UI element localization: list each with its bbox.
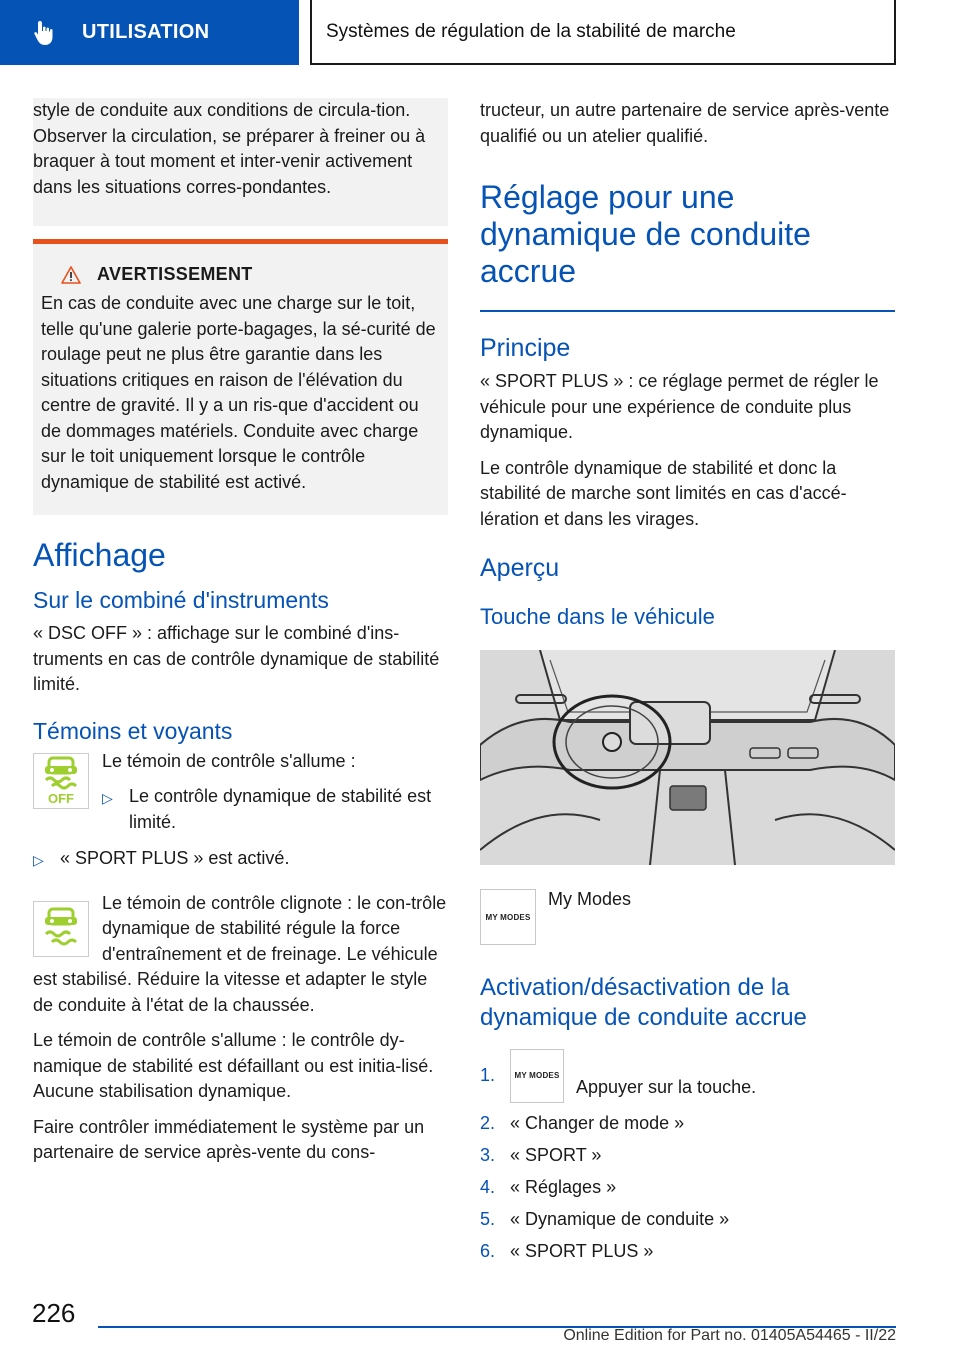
left-column	[33, 98, 448, 1166]
hand-icon	[30, 18, 60, 48]
off-label: OFF	[48, 790, 74, 806]
step-text: « Réglages »	[510, 1177, 617, 1197]
heading-rule	[480, 310, 895, 312]
step-num: 2.	[480, 1113, 496, 1133]
header-section-tab	[0, 0, 299, 65]
principe-text-1: « SPORT PLUS » : ce réglage permet de régler le véhicule pour une expérience de conduite plus dynamique.	[480, 371, 879, 442]
indicator-1-text: Le témoin de contrôle s'allume :	[102, 750, 356, 771]
step-text: « Changer de mode »	[510, 1113, 685, 1133]
footer-edition: Online Edition for Part no. 01405A54465 - II/22	[563, 1327, 896, 1344]
heading-combine: Sur le combiné d'instruments	[33, 587, 329, 613]
heading-temoins: Témoins et voyants	[33, 717, 233, 744]
step-text: Appuyer sur la touche.	[576, 1077, 757, 1098]
warning-title: AVERTISSEMENT	[97, 264, 253, 284]
continued-text: style de conduite aux conditions de circula-tion. Observer la circulation, se préparer à freiner ou à braquer à tout moment et inter-venir activement dans les situations corres-pondantes.	[33, 100, 426, 197]
bullet-1-text: Le contrôle dynamique de stabilité est limité.	[129, 786, 432, 832]
bullet-triangle-icon: ▷	[102, 790, 113, 806]
chapter-title: Systèmes de régulation de la stabilité de marche	[326, 20, 736, 42]
section-label: UTILISATION	[82, 21, 210, 43]
page-number: 226	[32, 1298, 76, 1328]
continued-text-right: tructeur, un autre partenaire de service après-vente qualifié ou un atelier qualifié.	[480, 100, 890, 146]
mymodes-text: My Modes	[548, 889, 632, 909]
heading-principe: Principe	[480, 334, 571, 362]
fault-text: Le témoin de contrôle s'allume : le contrôle dy-namique de stabilité est défaillant ou est initia-lisé. Aucune stabilisation dynamique.	[33, 1030, 434, 1101]
my-modes-button-icon: MY MODES	[510, 1049, 564, 1103]
continued-note-box	[33, 98, 448, 226]
heading-activation: Activation/désactivation de la dynamique de conduite accrue	[480, 974, 807, 1031]
warning-triangle-icon	[61, 266, 81, 284]
steps-list	[480, 1049, 895, 1265]
bullet-2-text: « SPORT PLUS » est activé.	[60, 848, 290, 868]
indicator-row-2	[33, 891, 448, 1019]
bullet-triangle-icon: ▷	[33, 852, 44, 868]
step-num: 3.	[480, 1145, 496, 1165]
car-interior-illustration	[480, 650, 895, 865]
step-num: 5.	[480, 1209, 496, 1229]
right-column	[480, 98, 895, 1265]
principe-text-2: Le contrôle dynamique de stabilité et donc la stabilité de marche sont limités en cas d'accé-lération et dans les virages.	[480, 457, 847, 529]
header-title-box	[310, 0, 896, 65]
my-modes-button-icon: MY MODES	[480, 889, 536, 945]
warning-box	[33, 239, 448, 515]
heading-touche: Touche dans le véhicule	[480, 604, 715, 629]
step-num: 1.	[480, 1065, 496, 1086]
indicator-2-text: Le témoin de contrôle clignote : le con-trôle dynamique de stabilité régule la force d'entraînement et de freinage. Le véhicule est stabilisé. Réduire la vitesse et adapter le style de conduite à l'état de la chaussée.	[33, 892, 447, 1015]
dsc-off-indicator-icon	[33, 753, 89, 809]
dsc-flashing-indicator-icon	[33, 901, 89, 957]
step-text: « SPORT PLUS »	[510, 1241, 654, 1261]
bullet-item	[102, 784, 448, 835]
warning-text: En cas de conduite avec une charge sur le toit, telle qu'une galerie porte-bagages, la sé-curité de roulage peut ne plus être garantie dans les situations critiques en raison de l'élévation du centre de gravité. Il y a un ris-que d'accident ou de dommages matériels. Conduite avec charge sur le toit uniquement lorsque le contrôle dynamique de stabilité est activé.	[41, 293, 436, 492]
step-text: « SPORT »	[510, 1145, 602, 1165]
heading-reglage: Réglage pour une dynamique de conduite accrue	[480, 179, 811, 289]
step-num: 6.	[480, 1241, 496, 1261]
step-2	[480, 1111, 895, 1137]
step-3	[480, 1143, 895, 1169]
heading-affichage: Affichage	[33, 537, 166, 573]
mymodes-row	[480, 887, 895, 945]
heading-apercu: Aperçu	[480, 554, 560, 582]
step-5	[480, 1207, 895, 1233]
warning-header	[61, 264, 438, 285]
step-num: 4.	[480, 1177, 496, 1197]
step-6	[480, 1239, 895, 1265]
combine-text: « DSC OFF » : affichage sur le combiné d'ins-truments en cas de contrôle dynamique de stabilité limité.	[33, 623, 440, 694]
step-4	[480, 1175, 895, 1201]
indicator-row-1	[33, 749, 448, 836]
step-text: « Dynamique de conduite »	[510, 1209, 730, 1229]
step-1	[480, 1049, 895, 1103]
bullet-item	[33, 846, 448, 874]
check-text: Faire contrôler immédiatement le système par un partenaire de service après-vente du cons-	[33, 1116, 425, 1162]
